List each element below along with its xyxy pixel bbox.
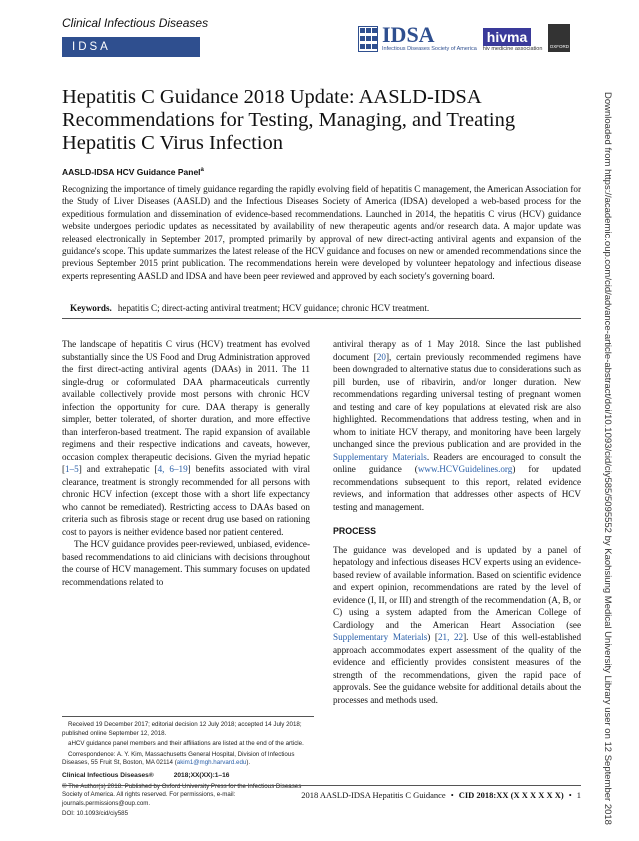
guidance-url-link[interactable]: www.HCVGuidelines.org xyxy=(417,464,513,474)
email-link[interactable]: akim1@mgh.harvard.edu xyxy=(176,759,247,767)
footnote-divider xyxy=(62,716,314,717)
copyright-note: © The Author(s) 2018. Published by Oxford University Press for the Infectious Diseases Society of America. All rights reserved. For permissions, e-mail: journals.permissions@oup.com. xyxy=(62,782,302,807)
idsa-emblem-icon xyxy=(358,26,378,52)
hivma-logo xyxy=(483,28,543,52)
page-footer: 2018 AASLD-IDSA Hepatitis C Guidance • CID 2018:XX (X X X X X X) • 1 xyxy=(62,785,581,800)
keywords: hepatitis C; direct-acting antiviral treatment; HCV guidance; chronic HCV treatment. xyxy=(117,303,430,313)
reference-link[interactable]: 1–5 xyxy=(65,464,79,474)
received-note: Received 19 December 2017; editorial decision 12 July 2018; accepted 14 July 2018; published online September 12, 2018. xyxy=(62,721,302,737)
publisher-logos xyxy=(358,22,570,52)
keywords-label: Keywords. xyxy=(70,303,112,313)
page-number: 1 xyxy=(576,790,581,800)
authors: AASLD-IDSA HCV Guidance Panel xyxy=(62,167,201,177)
abstract-divider xyxy=(62,318,581,319)
journal-citation: Clinical Infectious Diseases® 2018;XX(XX):1–16 xyxy=(62,771,230,779)
idsa-logo-text: IDSA xyxy=(382,22,435,47)
correspondence-note: Correspondence: A. Y. Kim, Massachusetts General Hospital, Division of Infectious Diseases, 55 Fruit St, Boston, MA 02114 (akim1@mgh.harvard.edu). xyxy=(62,750,295,767)
body-paragraph: The landscape of hepatitis C virus (HCV) treatment has evolved substantially since the US Food and Drug Administration approved the first direct-acting antiviral agents (DAAs) in 2011. The 11 single-drug or coformulated DAA pharmaceuticals currently available collectively provide most persons with chronic HCV infection the opportunity for cure. DAA therapy is generally simpler, better tolerated, of shorter duration, and more effective than interferon-based treatment. The rapid expansion of available regimens and their respective indications and caveats, however, occasion complex therapeutic decisions. Given the myriad hepatic [1–5] and extrahepatic [4, 6–19] benefits associated with viral clearance, treatment is strongly recommended for all persons with chronic HCV infection (except those with a short life expectancy who cannot be remediated). Restricting access to DAAs based on criteria such as fibrosis stage or recent drug use based on rationing cost to payors is neither evidence based nor patient centered. xyxy=(62,339,310,537)
idsa-logo-subtitle: Infectious Diseases Society of America xyxy=(382,46,477,52)
supplementary-link[interactable]: Supplementary Materials xyxy=(333,451,427,462)
footer-running-title: 2018 AASLD-IDSA Hepatitis C Guidance xyxy=(301,790,446,800)
hivma-logo-subtitle: hiv medicine association xyxy=(482,46,543,52)
journal-name: Clinical Infectious Diseases xyxy=(62,16,209,30)
idsa-logo xyxy=(358,24,477,52)
body-paragraph: The guidance was developed and is updated by a panel of hepatology and infectious diseases HCV experts using an evidence-based review of available information. Based on scientific evidence and expert opinion, recommendations are rated by the level of evidence (I, II, or III) and strength of the recommendation (A, B, or C) using a system adapted from the American College of Cardiology and the American Heart Association (see Supplementary Materials) [21, 22]. Use of this well-established approach accommodates expert assessment of the quality of the evidence and efficiently provides consistent measures of the strength of the recommendations, given the rapid pace of approvals. See the guidance website for additional details about the processes and methods used. xyxy=(333,544,582,705)
reference-link[interactable]: 20 xyxy=(376,351,386,362)
download-watermark: Downloaded from https://academic.oup.com/cid/advance-article-abstract/doi/10.1093/cid/ciy585/5095552 by Kaohsiung Medical University Library user on 12 September 2018 xyxy=(602,92,613,825)
section-banner: IDSA FEATURES xyxy=(62,37,200,57)
right-column xyxy=(333,338,581,706)
oxford-logo: OXFORD xyxy=(548,24,570,52)
reference-link[interactable]: 21, 22 xyxy=(437,632,464,642)
section-heading: PROCESS xyxy=(333,526,377,536)
doi: DOI: 10.1093/cid/ciy585 xyxy=(62,810,129,818)
body-paragraph: The HCV guidance provides peer-reviewed, unbiased, evidence-based recommendations to aid clinicians with decisions throughout the course of HCV management. This summary focuses on updated recommendations related to xyxy=(62,539,310,587)
left-column xyxy=(62,338,310,588)
panel-note: aHCV guidance panel members and their affiliations are listed at the end of the article. xyxy=(68,740,304,748)
reference-link[interactable]: 4, 6–19 xyxy=(157,464,188,474)
footer-cid: CID 2018:XX (X X X X X X) xyxy=(458,790,564,800)
article-title: Hepatitis C Guidance 2018 Update: AASLD-IDSA Recommendations for Testing, Managing, and Treating Hepatitis C Virus Infection xyxy=(62,86,516,154)
author-marker: a xyxy=(200,167,204,174)
keywords-line xyxy=(62,302,581,314)
supplementary-link[interactable]: Supplementary Materials xyxy=(333,632,428,642)
author-line xyxy=(62,167,204,177)
body-paragraph: antiviral therapy as of 1 May 2018. Since the last published document [20], certain previously recommended regimens have been downgraded to alternative status due to considerations such as pill burden, use of ribavirin, and/or longer duration. New recommendations regarding universal testing of pregnant women and testing and care of key populations at elevated risk are also highlighted. Recommendations that address testing, when and in whom to initiate HCV therapy, and monitoring have been largely unchanged since the previous publication and are provided in the Supplementary Materials. Readers are encouraged to consult the online guidance (www.HCVGuidelines.org) for updated recommendations subsequent to this report, related evidence reviews, and information that addresses other aspects of HCV testing and management. xyxy=(333,339,581,512)
abstract: Recognizing the importance of timely guidance regarding the rapidly evolving field of hepatitis C management, the American Association for the Study of Liver Diseases (AASLD) and the Infectious Diseases Society of America (IDSA) developed a web-based process for the expeditious formulation and dissemination of evidence-based recommendations. Launched in 2014, the hepatitis C virus (HCV) guidance website undergoes periodic updates as necessitated by availability of new therapeutic agents and/or research data. A major update was released electronically in September 2017, prompted primarily by approval of new direct-acting antiviral agents and expansion of the guidance's scope. This update summarizes the latest release of the HCV guidance and focuses on new or amended recommendations since the previous September 2015 print publication. The recommendations herein were developed by volunteer hepatology and infectious disease experts representing AASLD and IDSA and have been peer reviewed and approved by each society's governing board. xyxy=(62,184,581,281)
hivma-logo-text: hivma xyxy=(483,28,531,46)
footnotes xyxy=(62,716,314,821)
